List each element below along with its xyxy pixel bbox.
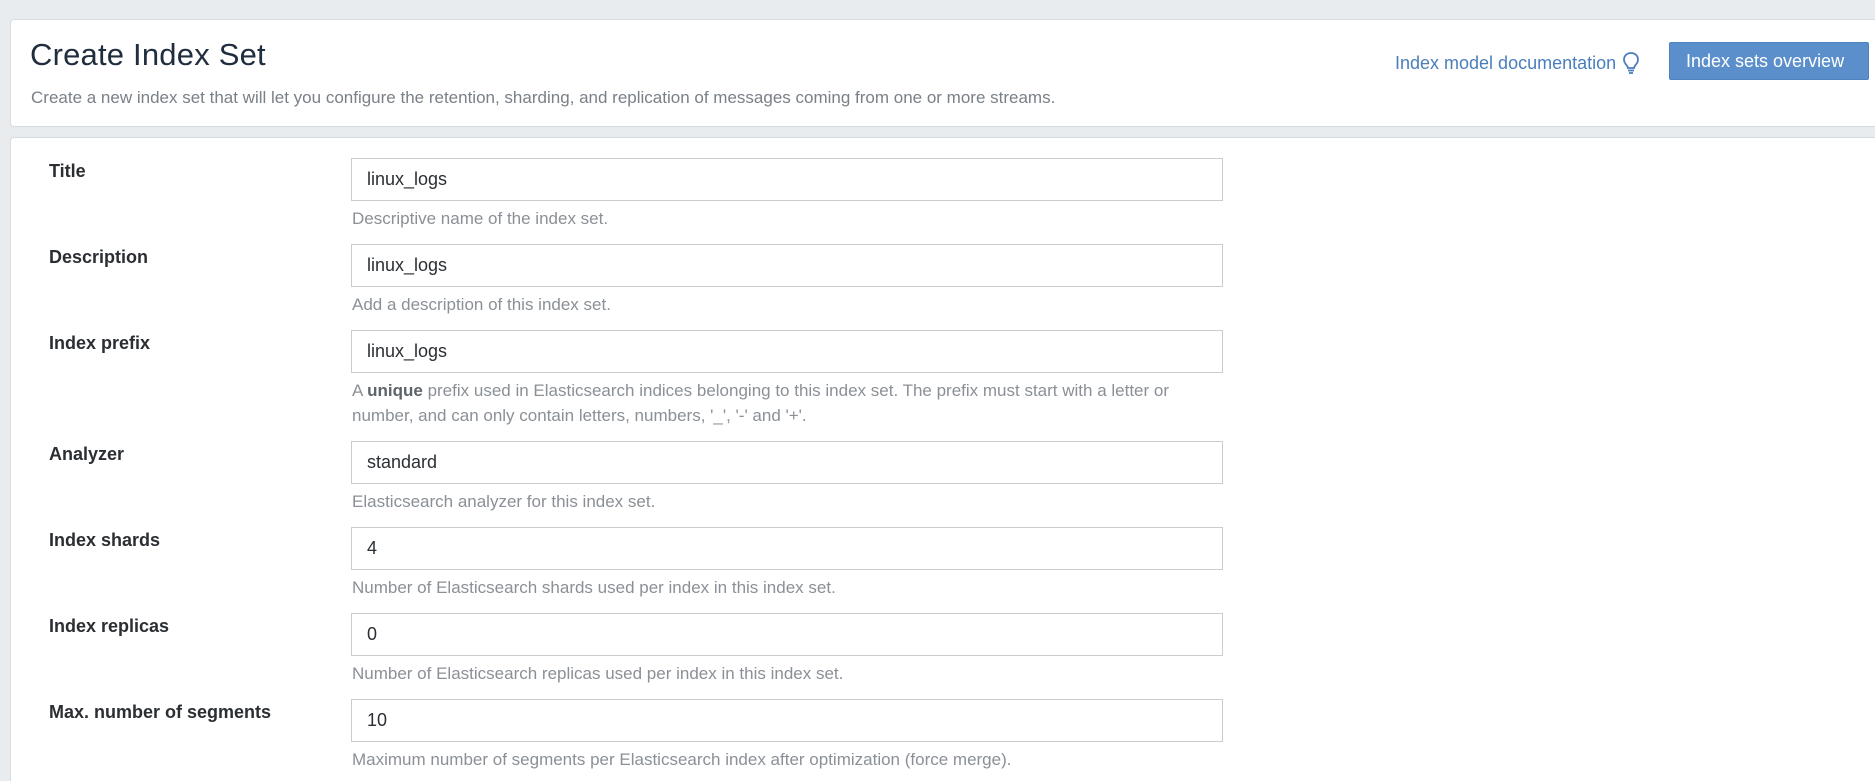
index-sets-overview-button[interactable]: Index sets overview	[1669, 42, 1869, 80]
max-segments-input[interactable]	[351, 699, 1223, 742]
index-model-documentation-link[interactable]	[1395, 51, 1640, 75]
index-shards-help: Number of Elasticsearch shards used per index in this index set.	[352, 578, 836, 597]
index-set-form	[10, 137, 1875, 781]
page-header	[10, 19, 1875, 127]
analyzer-help: Elasticsearch analyzer for this index set.	[352, 492, 656, 511]
title-label: Title	[49, 161, 86, 181]
index-replicas-label: Index replicas	[49, 616, 170, 636]
index-prefix-help	[352, 378, 1232, 428]
index-shards-label: Index shards	[49, 530, 161, 550]
index-replicas-input[interactable]	[351, 613, 1223, 656]
index-prefix-label: Index prefix	[49, 333, 151, 353]
page-subtitle: Create a new index set that will let you configure the retention, sharding, and replication of messages coming from one or more streams.	[31, 88, 1056, 107]
page-title: Create Index Set	[30, 37, 266, 72]
index-prefix-input[interactable]	[351, 330, 1223, 373]
lightbulb-icon	[1622, 51, 1640, 75]
description-help: Add a description of this index set.	[352, 295, 611, 314]
doc-link-label: Index model documentation	[1395, 52, 1617, 73]
index-prefix-help-start: A	[352, 381, 368, 400]
analyzer-label: Analyzer	[49, 444, 125, 464]
max-segments-label: Max. number of segments	[49, 702, 272, 722]
description-label: Description	[49, 247, 149, 267]
index-prefix-help-emphasis: unique	[367, 381, 423, 400]
max-segments-help: Maximum number of segments per Elasticsearch index after optimization (force merge).	[352, 750, 1012, 769]
description-input[interactable]	[351, 244, 1223, 287]
analyzer-input[interactable]	[351, 441, 1223, 484]
title-help: Descriptive name of the index set.	[352, 209, 609, 228]
index-shards-input[interactable]	[351, 527, 1223, 570]
index-replicas-help: Number of Elasticsearch replicas used per index in this index set.	[352, 664, 844, 683]
title-input[interactable]	[351, 158, 1223, 201]
index-prefix-help-end: prefix used in Elasticsearch indices belonging to this index set. The prefix must start with a letter or number, and can only contain letters, numbers, '_', '-' and '+'.	[352, 381, 1170, 425]
top-strip	[0, 0, 1875, 8]
